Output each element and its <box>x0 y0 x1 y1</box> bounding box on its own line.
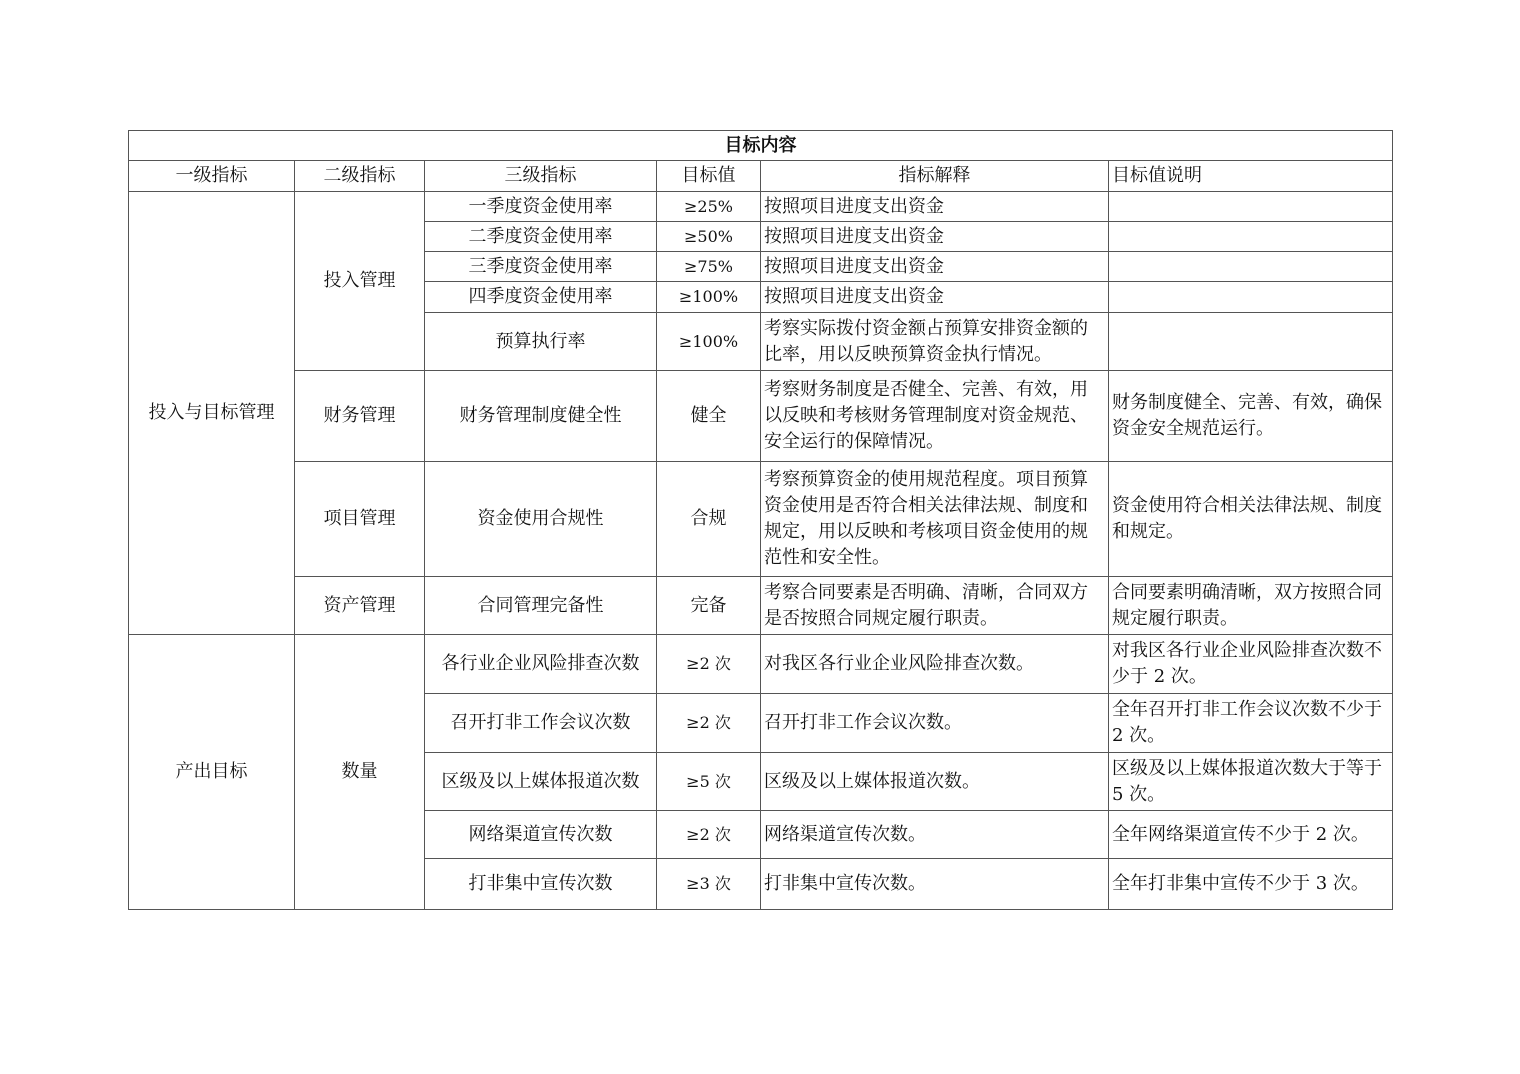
note-cell <box>1109 192 1393 222</box>
target-value-cell: ≥3 次 <box>657 859 761 910</box>
indicator-cell: 区级及以上媒体报道次数 <box>425 753 657 811</box>
explanation-cell: 对我区各行业企业风险排查次数。 <box>761 635 1109 694</box>
note-cell: 合同要素明确清晰，双方按照合同规定履行职责。 <box>1109 577 1393 635</box>
table-row <box>129 371 1393 462</box>
note-cell: 全年打非集中宣传不少于 3 次。 <box>1109 859 1393 910</box>
header-level2: 二级指标 <box>295 161 425 192</box>
target-value-cell: ≥50% <box>657 222 761 252</box>
level1-cell: 产出目标 <box>129 635 295 910</box>
explanation-cell: 考察实际拨付资金额占预算安排资金额的比率，用以反映预算资金执行情况。 <box>761 313 1109 371</box>
indicator-cell: 打非集中宣传次数 <box>425 859 657 910</box>
note-cell <box>1109 313 1393 371</box>
explanation-cell: 打非集中宣传次数。 <box>761 859 1109 910</box>
level2-cell: 项目管理 <box>295 462 425 577</box>
indicator-cell: 财务管理制度健全性 <box>425 371 657 462</box>
explanation-cell: 考察预算资金的使用规范程度。项目预算资金使用是否符合相关法律法规、制度和规定，用以反映和考核项目资金使用的规范性和安全性。 <box>761 462 1109 577</box>
header-explanation: 指标解释 <box>761 161 1109 192</box>
explanation-cell: 按照项目进度支出资金 <box>761 192 1109 222</box>
table-row <box>129 635 1393 694</box>
target-value-cell: ≥100% <box>657 313 761 371</box>
header-target-note: 目标值说明 <box>1109 161 1393 192</box>
explanation-cell: 按照项目进度支出资金 <box>761 222 1109 252</box>
target-value-cell: ≥75% <box>657 252 761 282</box>
note-cell: 对我区各行业企业风险排查次数不少于 2 次。 <box>1109 635 1393 694</box>
level2-cell: 投入管理 <box>295 192 425 371</box>
target-value-cell: 合规 <box>657 462 761 577</box>
explanation-cell: 按照项目进度支出资金 <box>761 252 1109 282</box>
target-value-cell: ≥100% <box>657 282 761 313</box>
explanation-cell: 按照项目进度支出资金 <box>761 282 1109 313</box>
level2-cell: 资产管理 <box>295 577 425 635</box>
note-cell: 资金使用符合相关法律法规、制度和规定。 <box>1109 462 1393 577</box>
note-cell: 全年网络渠道宣传不少于 2 次。 <box>1109 811 1393 859</box>
note-cell: 全年召开打非工作会议次数不少于 2 次。 <box>1109 694 1393 753</box>
explanation-cell: 考察财务制度是否健全、完善、有效，用以反映和考核财务管理制度对资金规范、安全运行的保障情况。 <box>761 371 1109 462</box>
target-value-cell: ≥2 次 <box>657 811 761 859</box>
indicator-cell: 各行业企业风险排查次数 <box>425 635 657 694</box>
note-cell: 财务制度健全、完善、有效，确保资金安全规范运行。 <box>1109 371 1393 462</box>
target-value-cell: ≥2 次 <box>657 635 761 694</box>
indicator-cell: 二季度资金使用率 <box>425 222 657 252</box>
target-value-cell: 完备 <box>657 577 761 635</box>
header-level3: 三级指标 <box>425 161 657 192</box>
table-row <box>129 577 1393 635</box>
indicator-cell: 合同管理完备性 <box>425 577 657 635</box>
header-level1: 一级指标 <box>129 161 295 192</box>
note-cell <box>1109 252 1393 282</box>
indicator-cell: 资金使用合规性 <box>425 462 657 577</box>
level2-cell: 财务管理 <box>295 371 425 462</box>
header-row <box>129 161 1393 192</box>
target-value-cell: ≥25% <box>657 192 761 222</box>
note-cell: 区级及以上媒体报道次数大于等于 5 次。 <box>1109 753 1393 811</box>
table-row <box>129 192 1393 222</box>
note-cell <box>1109 222 1393 252</box>
title-row <box>129 131 1393 161</box>
level2-cell: 数量 <box>295 635 425 910</box>
header-target-value: 目标值 <box>657 161 761 192</box>
target-value-cell: ≥5 次 <box>657 753 761 811</box>
note-cell <box>1109 282 1393 313</box>
explanation-cell: 区级及以上媒体报道次数。 <box>761 753 1109 811</box>
indicator-cell: 网络渠道宣传次数 <box>425 811 657 859</box>
table-title: 目标内容 <box>129 131 1393 161</box>
indicator-cell: 三季度资金使用率 <box>425 252 657 282</box>
indicator-cell: 四季度资金使用率 <box>425 282 657 313</box>
explanation-cell: 召开打非工作会议次数。 <box>761 694 1109 753</box>
explanation-cell: 网络渠道宣传次数。 <box>761 811 1109 859</box>
target-value-cell: ≥2 次 <box>657 694 761 753</box>
target-table <box>128 130 1393 910</box>
indicator-cell: 预算执行率 <box>425 313 657 371</box>
explanation-cell: 考察合同要素是否明确、清晰，合同双方是否按照合同规定履行职责。 <box>761 577 1109 635</box>
table-row <box>129 462 1393 577</box>
target-value-cell: 健全 <box>657 371 761 462</box>
indicator-cell: 召开打非工作会议次数 <box>425 694 657 753</box>
indicator-cell: 一季度资金使用率 <box>425 192 657 222</box>
level1-cell: 投入与目标管理 <box>129 192 295 635</box>
